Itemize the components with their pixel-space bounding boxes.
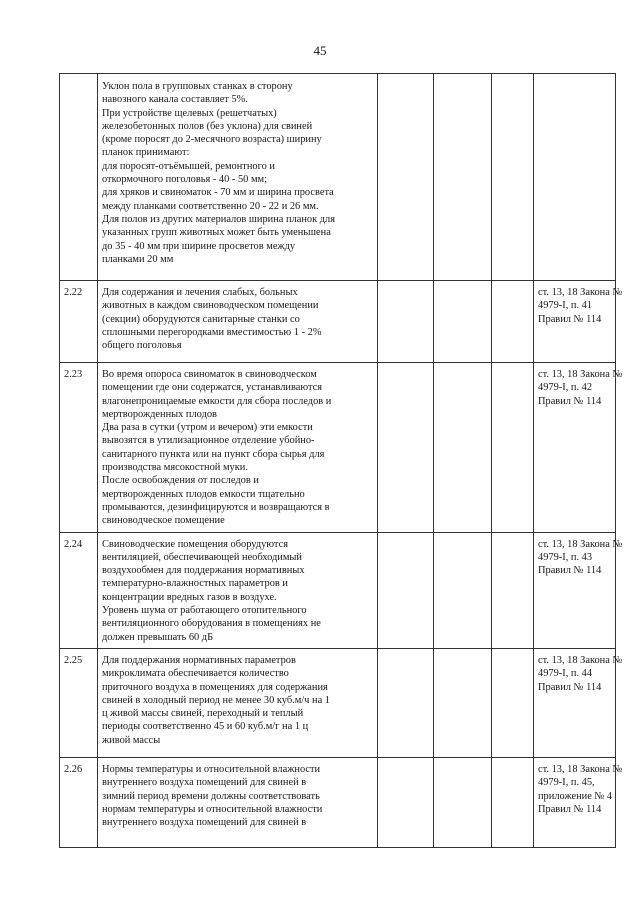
requirement-text-line: мертворожденных плодов емкости тщательно [102, 488, 305, 500]
requirement-text [98, 757, 378, 847]
empty-cell-3 [492, 363, 534, 533]
requirement-text-line: мертворожденных плодов [102, 408, 217, 420]
empty-cell-2 [434, 363, 492, 533]
requirement-text-line: зимний период времени должны соответствовать [102, 790, 320, 802]
empty-cell-1 [378, 648, 434, 757]
legal-reference [534, 532, 623, 648]
requirement-text-line: нормам температуры и относительной влажности [102, 803, 323, 815]
requirement-text-line: живой массы [102, 734, 161, 746]
requirement-text [98, 532, 378, 648]
requirement-text-line: концентрации вредных газов в воздухе. [102, 591, 277, 603]
requirement-text-line: вывозятся в утилизационное отделение убойно- [102, 435, 315, 447]
requirement-text-line: производства мясокостной муки. [102, 462, 248, 474]
table-row [60, 532, 616, 648]
requirement-text-line: до 35 - 40 мм при ширине просветов между [102, 240, 296, 252]
requirement-text-line: помещении где они содержатся, устанавливаются [102, 382, 323, 394]
clause-number: 2.22 [60, 281, 98, 363]
empty-cell-3 [492, 757, 534, 847]
page-number: 45 [313, 43, 327, 58]
requirement-text-line: периоды соответственно 45 и 60 куб.м/г на 1 ц [102, 721, 309, 733]
requirement-text-line: Уровень шума от работающего отопительного [102, 605, 307, 617]
legal-reference-line: 4979-I, п. 41 [538, 300, 593, 312]
clause-number [60, 74, 98, 281]
empty-cell-1 [378, 532, 434, 648]
requirement-text-line: навозного канала составляет 5%. [102, 94, 248, 106]
empty-cell-3 [492, 281, 534, 363]
legal-reference-line: приложение № 4 [538, 790, 613, 802]
requirement-text-line: общего поголовья [102, 340, 182, 352]
requirement-text-line: для поросят-отъёмышей, ремонтного и [102, 160, 275, 172]
requirement-text-line: свиноводческое помещение [102, 515, 225, 527]
requirement-text-line: железобетонных полов (без уклона) для свиней [102, 120, 313, 132]
empty-cell-2 [434, 648, 492, 757]
empty-cell-1 [378, 757, 434, 847]
legal-reference [534, 757, 623, 847]
empty-cell-1 [378, 74, 434, 281]
legal-reference-line: Правил № 114 [538, 803, 602, 815]
requirement-text-line: должен превышать 60 дБ [102, 631, 214, 643]
requirement-text-line: вентиляционного оборудования в помещениях не [102, 618, 321, 630]
requirement-text-line: Для поддержания нормативных параметров [102, 654, 296, 666]
table-row [60, 74, 616, 281]
requirement-text-line: микроклимата обеспечивается количество [102, 668, 289, 680]
requirement-text-line: откормочного поголовья - 40 - 50 мм; [102, 174, 267, 186]
empty-cell-3 [492, 648, 534, 757]
requirement-text [98, 363, 378, 533]
requirement-text-line: влагонепроницаемые емкости для сбора последов и [102, 395, 332, 407]
requirement-text-line: После освобождения от последов и [102, 475, 259, 487]
requirement-text-line: планок принимают: [102, 147, 190, 159]
requirement-text [98, 281, 378, 363]
table-row [60, 363, 616, 533]
requirement-text-line: ц живой массы свиней, переходный и теплый [102, 708, 304, 720]
requirement-text-line: свиней в холодный период не менее 30 куб.м/ч на 1 [102, 694, 330, 706]
requirement-text-line: Для содержания и лечения слабых, больных [102, 287, 298, 298]
empty-cell-1 [378, 281, 434, 363]
requirement-text-line: Свиноводческие помещения оборудуются [102, 538, 288, 550]
legal-reference-line: 4979-I, п. 44 [538, 668, 593, 680]
clause-number: 2.26 [60, 757, 98, 847]
requirement-text [98, 74, 378, 281]
requirement-text-line: между планками соответственно 20 - 22 и 26 мм. [102, 200, 319, 212]
empty-cell-3 [492, 532, 534, 648]
requirement-text-line: Во время опороса свиноматок в свиноводческом [102, 369, 317, 380]
requirement-text-line: санитарного пункта или на пункт сбора сырья для [102, 448, 325, 460]
clause-number: 2.24 [60, 532, 98, 648]
empty-cell-2 [434, 757, 492, 847]
clause-number: 2.23 [60, 363, 98, 533]
table-row [60, 648, 616, 757]
legal-reference-line: 4979-I, п. 42 [538, 382, 593, 394]
requirement-text-line: указанных групп животных может быть уменьшена [102, 227, 331, 239]
requirement-text-line: планками 20 мм [102, 253, 174, 265]
legal-reference [534, 281, 623, 363]
table-row [60, 281, 616, 363]
table-row [60, 757, 616, 847]
requirements-table [59, 73, 623, 848]
requirement-text-line: внутреннего воздуха помещений для свиней в [102, 777, 307, 789]
legal-reference-line: Правил № 114 [538, 313, 602, 325]
requirement-text-line: для хряков и свиноматок - 70 мм и ширина просвета [102, 187, 334, 199]
empty-cell-2 [434, 281, 492, 363]
requirement-text-line: промываются, дезинфицируются и возвращаются в [102, 501, 330, 513]
requirement-text-line: вентиляцией, обеспечивающей необходимый [102, 551, 302, 563]
legal-reference-line: ст. 13, 18 Закона № [538, 654, 623, 666]
legal-reference-line: 4979-I, п. 43 [538, 551, 593, 563]
requirement-text-line: приточного воздуха в помещениях для содержания [102, 681, 328, 693]
empty-cell-2 [434, 532, 492, 648]
empty-cell-3 [492, 74, 534, 281]
requirement-text-line: Нормы температуры и относительной влажности [102, 763, 321, 775]
legal-reference-line: ст. 13, 18 Закона № [538, 287, 623, 298]
requirement-text-line: температурно-влажностных параметров и [102, 578, 288, 590]
requirement-text-line: сплошными перегородками вместимостью 1 - 2% [102, 326, 322, 338]
requirement-text-line: Для полов из других материалов ширина планок для [102, 213, 336, 225]
empty-cell-2 [434, 74, 492, 281]
legal-reference-line: ст. 13, 18 Закона № [538, 763, 623, 775]
legal-reference [534, 363, 623, 533]
clause-number: 2.25 [60, 648, 98, 757]
requirement-text-line: Уклон пола в групповых станках в сторону [102, 81, 293, 92]
requirement-text [98, 648, 378, 757]
legal-reference-line: Правил № 114 [538, 681, 602, 693]
requirement-text-line: (кроме поросят до 2-месячного возраста) ширину [102, 134, 322, 146]
legal-reference-line: ст. 13, 18 Закона № [538, 538, 623, 550]
legal-reference-line: ст. 13, 18 Закона № [538, 369, 623, 380]
requirement-text-line: При устройстве щелевых (решетчатых) [102, 107, 277, 119]
legal-reference [534, 648, 623, 757]
requirement-text-line: внутреннего воздуха помещений для свиней в [102, 817, 307, 829]
requirement-text-line: (секции) оборудуются санитарные станки со [102, 313, 300, 325]
requirement-text-line: Два раза в сутки (утром и вечером) эти емкости [102, 422, 313, 434]
legal-reference-line: Правил № 114 [538, 565, 602, 577]
requirement-text-line: животных в каждом свиноводческом помещении [102, 300, 319, 312]
empty-cell-1 [378, 363, 434, 533]
legal-reference-line: 4979-I, п. 45, [538, 777, 595, 789]
legal-reference [534, 74, 616, 281]
legal-reference-line: Правил № 114 [538, 395, 602, 407]
requirement-text-line: воздухообмен для поддержания нормативных [102, 565, 305, 577]
